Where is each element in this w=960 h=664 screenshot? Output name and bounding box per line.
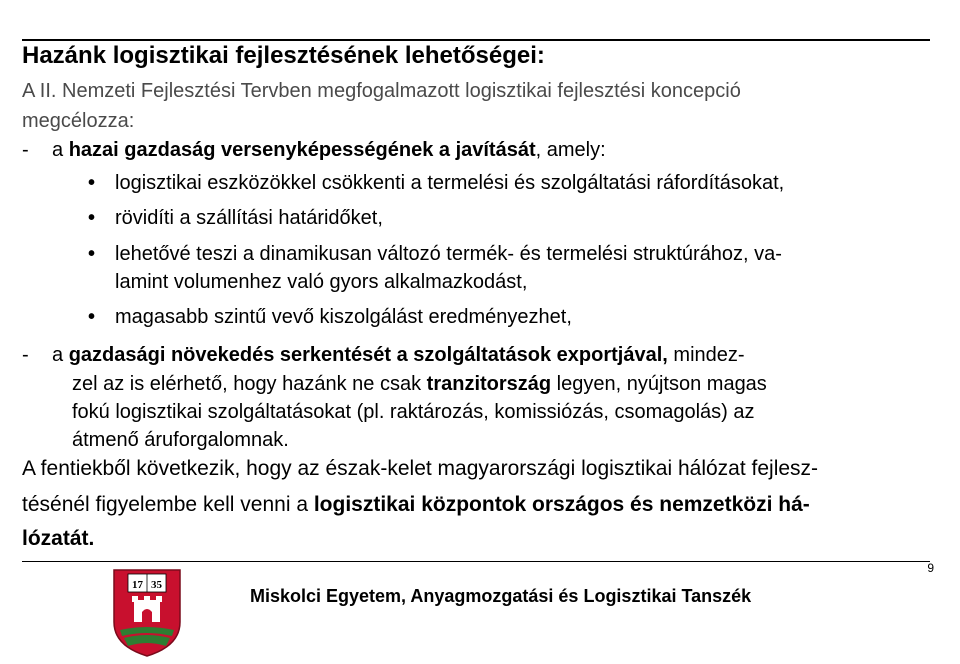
conclusion-line-2-pre: tésénél figyelembe kell venni a [22,493,314,516]
dash-item-2-line-2-bold: tranzitország [426,373,552,395]
slide-title: Hazánk logisztikai fejlesztésének lehetőségei: [22,42,545,69]
dash-item-2-line-2 [72,371,767,397]
dash-marker: - [22,139,29,161]
page-number: 9 [927,561,934,575]
intro-line-2: megcélozza: [22,110,135,132]
bullet-item-1-text: logisztikai eszközökkel csökkenti a termelési és szolgáltatási ráfordításokat, [115,172,785,194]
crest-year-left: 17 [132,579,143,591]
dash-item-2-bold: gazdasági növekedés serkentését a szolgáltatások exportjával, [68,344,668,366]
bullet-item-2 [88,205,383,231]
bullet-item-4-text: magasabb szintű vevő kiszolgálást eredményezhet, [115,306,572,328]
conclusion-line-2 [22,492,810,518]
dash-item-1-post: , amely: [535,139,606,161]
dash-item-2-text [52,344,745,366]
crest-year-right: 35 [151,579,162,591]
footer-institution: Miskolci Egyetem, Anyagmozgatási és Logisztikai Tanszék [250,586,752,606]
crest-gate [142,609,152,622]
bullet-item-1 [88,170,784,196]
bottom-divider [22,561,930,562]
crest-battlement-mid [144,596,150,602]
bullet-item-3-text: lehetővé teszi a dinamikusan változó termék- és termelési struktúrához, va- [115,243,782,265]
bullet-marker: • [88,306,96,328]
dash-item-2-line-2-pre: zel az is elérhető, hogy hazánk ne csak [72,373,427,395]
dash-item-2-pre: a [52,344,69,366]
conclusion-line-1: A fentiekből következik, hogy az észak-kelet magyarországi logisztikai hálózat fejlesz- [22,457,819,480]
dash-item-2-line-2-post: legyen, nyújtson magas [551,373,767,395]
bullet-marker: • [88,243,96,265]
dash-item-1-text [52,139,606,161]
bullet-item-2-text: rövidíti a szállítási határidőket, [115,207,383,229]
crest-battlement-right [156,596,162,602]
dash-item-2-line-3: fokú logisztikai szolgáltatásokat (pl. raktározás, komissiózás, csomagolás) az [72,401,755,423]
bullet-marker: • [88,207,96,229]
dash-item-1-bold: hazai gazdaság versenyképességének a javítását [68,139,536,161]
bullet-item-4 [88,304,572,330]
bullet-marker: • [88,172,96,194]
dash-item-2 [22,342,745,368]
dash-item-1-pre: a [52,139,69,161]
conclusion-line-3 [22,526,94,552]
bullet-item-3-continuation: lamint volumenhez való gyors alkalmazkodást, [115,271,528,293]
dash-item-2-post: mindez- [667,344,745,366]
conclusion-line-3-bold: lózatát. [22,527,95,550]
conclusion-line-2-bold: logisztikai központok országos és nemzetközi há- [313,493,810,516]
dash-item-1 [22,137,606,163]
university-crest-logo [108,566,186,658]
dash-marker: - [22,344,29,366]
bullet-item-3 [88,241,782,267]
dash-item-2-line-4: átmenő áruforgalomnak. [72,429,289,451]
intro-line-1: A II. Nemzeti Fejlesztési Tervben megfogalmazott logisztikai fejlesztési koncepció [22,80,741,102]
crest-battlement-left [132,596,138,602]
